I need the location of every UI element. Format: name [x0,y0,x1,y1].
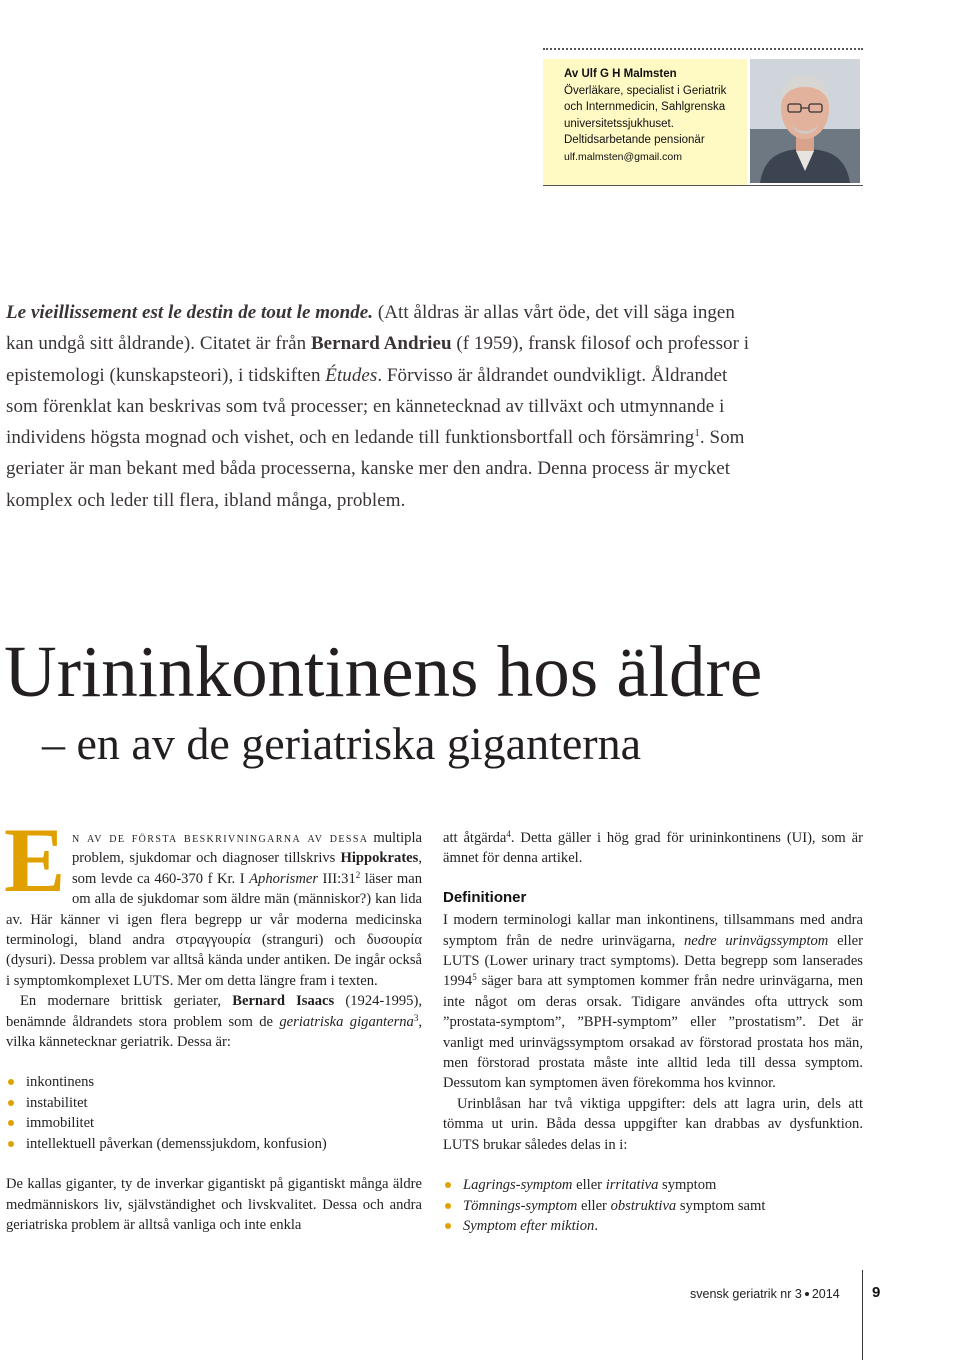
list-item: instabilitet [6,1093,422,1113]
isaacs-paragraph [6,991,422,1052]
list-item-term: Lagrings-symptom [463,1177,573,1194]
list-item-text: symptom samt [676,1197,766,1214]
journal-name: svensk geriatrik nr 3 [690,1287,802,1301]
lead-text-1: (Att åldras är allas vårt öde, det vill säga ingen kan undgå sitt åldrande). Citatet är från [6,302,735,355]
reference-2: 2 [355,869,361,880]
drop-cap-letter: E [4,809,66,911]
list-item: immobilitet [6,1113,422,1133]
page-number: 9 [872,1284,881,1301]
giants-list [6,1072,422,1154]
list-item-term: irritativa [605,1177,659,1194]
hippokrates-name: Hippokrates [340,850,419,867]
reference-5: 5 [472,972,477,983]
list-item [443,1216,863,1236]
continuation-paragraph [443,828,863,869]
aphorismer-title: Aphorismer [249,870,319,887]
continuation-text-2: . Detta gäller i hög grad för urininkontinens (UI), som är ämnet för denna artikel. [443,830,863,867]
author-name: Av Ulf G H Malmsten [564,68,677,80]
author-affiliation: och Internmedicin, Sahlgrenska [564,101,726,113]
list-item [443,1196,863,1216]
intro-text-1: multipla problem, sjukdomar och diagnoser tillskrivs [72,830,422,867]
author-photo [750,59,860,183]
author-email[interactable]: ulf.malmsten@gmail.com [564,150,683,163]
list-item: inkontinens [6,1072,422,1092]
lead-journal: Études [325,364,378,386]
lead-paragraph [6,297,758,516]
list-item-text: eller [572,1177,606,1194]
page-footer [690,1287,840,1301]
lead-reference: 1 [694,427,700,440]
left-column [4,809,422,1235]
drop-cap [4,809,66,911]
author-status: Deltidsarbetande pensionär [564,134,705,146]
list-item-term: Symptom efter miktion [463,1217,595,1234]
lead-name: Bernard Andrieu [310,333,452,355]
list-item-term: Tömnings-symptom [463,1197,578,1214]
intro-smallcaps: n av de första beskrivningarna av dessa [72,830,369,846]
lead-text-3: . Förvisso är åldrandet oundvikligt. Åldrandet som förenklat kan beskrivas som två processer; en kännetecknad av tillväxt och utmynnande i individens högsta mognad och vishet, och en ledande till funktionsbortfall och försämring [6,364,728,449]
giants-paragraph: De kallas giganter, ty de inverkar gigantiskt på gigantiskt många äldre medmänniskors liv, självständighet och livskvalitet. Dessa och andra geriatriska problem är alltså vanliga och inte enkla [6,1176,422,1233]
bladder-paragraph: Urinblåsan har två viktiga uppgifter: dels att lagra urin, dels att tömma ut urin. Båda dessa uppgifter kan drabbas av dysfunktion. LUTS brukar således delas in i: [443,1095,863,1153]
article-title: Urininkontinens hos äldre [4,631,763,712]
definitions-text-2: eller LUTS (Lower urinary tract symptoms). Detta begrepp som lanserades 1994 [443,932,863,990]
article-subtitle: – en av de geriatriska giganterna [42,718,642,769]
continuation-text-1: att åtgärda [443,830,507,846]
isaacs-text-2: (1924-1995), benämnde åldrandets stora problem som de [6,993,422,1030]
author-hospital: universitetssjukhuset. [564,117,674,130]
intro-text-2: , som levde ca 460-370 f Kr. I [72,850,422,887]
lead-text-4: . Som geriater är man bekant med båda processerna, kanske mer den andra. Denna process är mycket komplex och leder till flera, ibland många, problem. [6,427,745,511]
definitions-text-1: I modern terminologi kallar man inkontinens, tillsammans med andra symptom från de nedre urinvägarna, [443,912,863,949]
isaacs-name: Bernard Isaacs [232,993,335,1010]
intro-text-3: III:31 [318,870,356,887]
isaacs-text-1: En modernare brittisk geriater, [20,993,233,1010]
isaacs-text-3: , vilka kännetecknar geriatrik. Dessa är: [6,1013,422,1051]
definitions-paragraph [443,910,863,1094]
list-item-text: symptom [658,1177,717,1194]
author-info [564,66,749,165]
list-item-text: eller [577,1197,611,1214]
giants-term: geriatriska giganterna [279,1013,414,1030]
intro-paragraph [4,809,422,991]
list-item [443,1175,863,1195]
lead-text-2: (f 1959), fransk filosof och professor i epistemologi (kunskapsteori), i tidskiften [6,333,750,386]
list-item-text: . [594,1217,598,1234]
luts-term: nedre urinvägssymptom [683,932,829,949]
definitions-text-3: säger bara att symptomen kommer från nedre urinvägarna, men inte något om deras orsak. Tidigare användes ofta uttryck som ”prostata-symptom”, ”BPH-symptom” eller ”prostatism”. Det är vanligt med urinvägssymptom orsakad av förstorad prostata hos män, men förstorad prostata måste inte alltid leda till dessa symptom. Dessutom kan symptomen även förekomma hos kvinnor. [443,973,863,1092]
reference-4: 4 [506,829,511,839]
footer-divider [862,1270,863,1360]
list-item-term: obstruktiva [610,1197,677,1214]
author-box [543,48,863,186]
right-column [443,828,863,1236]
reference-3: 3 [413,1012,419,1023]
journal-year: 2014 [811,1287,840,1301]
author-title: Överläkare, specialist i Geriatrik [564,84,727,97]
luts-list [443,1175,863,1236]
section-heading-definitioner: Definitioner [443,888,527,906]
separator-dot [805,1292,809,1296]
list-item: intellektuell påverkan (demenssjukdom, konfusion) [6,1134,422,1154]
lead-quote: Le vieillissement est le destin de tout le monde. [6,302,374,323]
intro-text-4: läser man om alla de sjukdomar som äldre män (människor?) kan lida av. Här känner vi igen flera begrepp ur vår moderna medicinska terminologi, bland andra στραγγουρία (stranguri) och δυσουρία (dysuri). Dessa problem var alltså kända under antiken. De ingår också i symptomkomplexet LUTS. Mer om detta längre fram i texten. [6,870,422,989]
